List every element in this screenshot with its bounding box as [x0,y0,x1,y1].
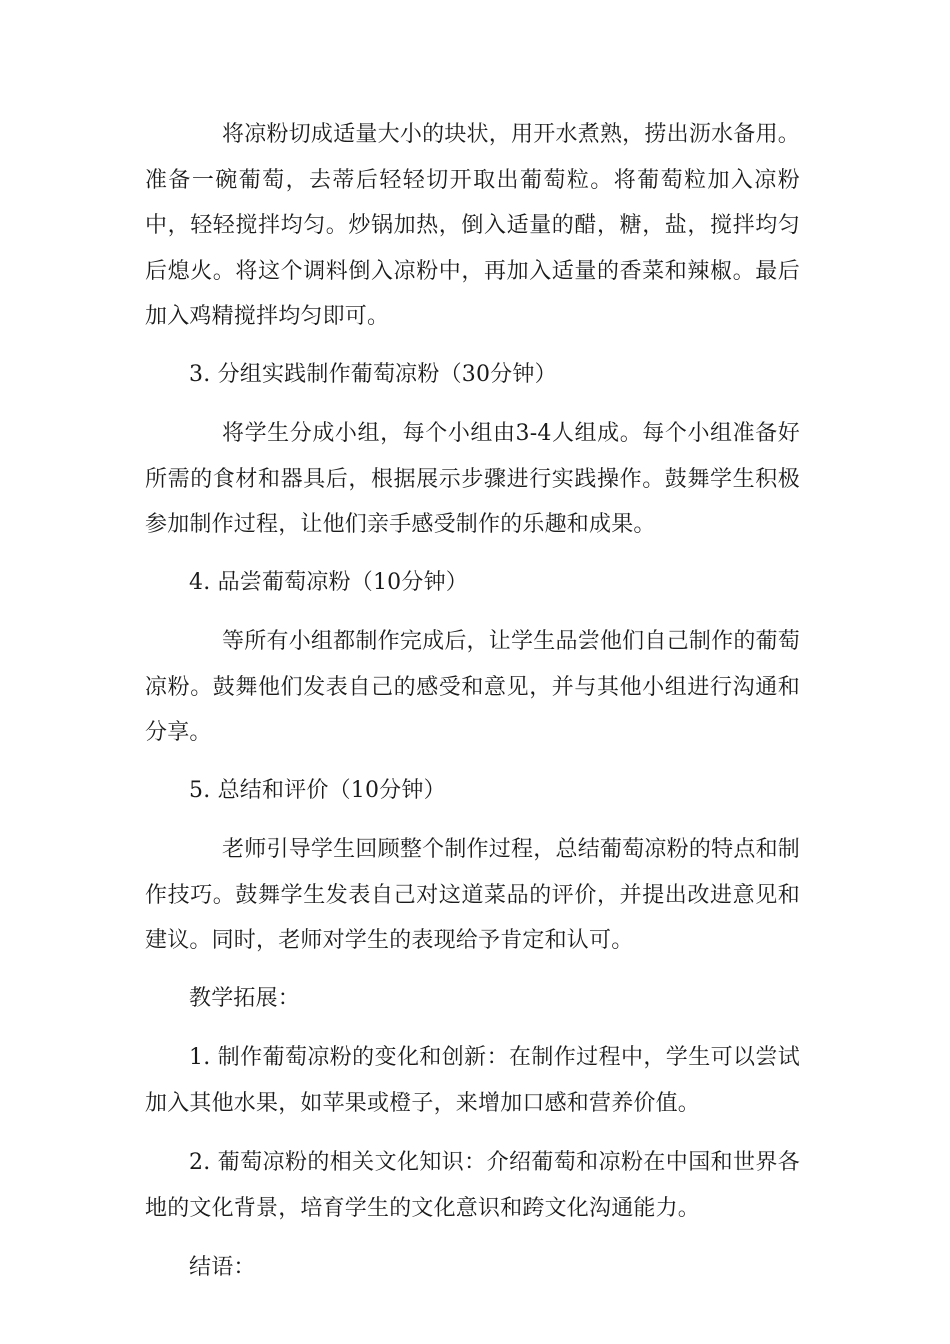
paragraph-tasting: 等所有小组都制作完成后，让学生品尝他们自己制作的葡萄凉粉。鼓舞他们发表自己的感受和意见，并与其他小组进行沟通和分享。 [145,629,800,745]
extension-item-1: 1. 制作葡萄凉粉的变化和创新：在制作过程中，学生可以尝试加入其他水果，如苹果或橙子，来增加口感和营养价值。 [145,1045,800,1116]
section-heading-5: 5. 总结和评价（10分钟） [189,777,446,803]
paragraph-group-practice: 将学生分成小组，每个小组由3-4人组成。每个小组准备好所需的食材和器具后，根据展示步骤进行实践操作。鼓舞学生积极参加制作过程，让他们亲手感受制作的乐趣和成果。 [145,421,800,537]
section-heading-3: 3. 分组实践制作葡萄凉粉（30分钟） [189,361,557,387]
paragraph-summary: 老师引导学生回顾整个制作过程，总结葡萄凉粉的特点和制作技巧。鼓舞学生发表自己对这道菜品的评价，并提出改进意见和建议。同时，老师对学生的表现给予肯定和认可。 [145,837,800,953]
extension-item-2: 2. 葡萄凉粉的相关文化知识：介绍葡萄和凉粉在中国和世界各地的文化背景，培育学生的文化意识和跨文化沟通能力。 [145,1150,800,1221]
extension-title: 教学拓展： [189,985,301,1011]
conclusion-title: 结语： [189,1255,256,1280]
paragraph-steps: 将凉粉切成适量大小的块状，用开水煮熟，捞出沥水备用。准备一碗葡萄，去蒂后轻轻切开取出葡萄粒。将葡萄粒加入凉粉中，轻轻搅拌均匀。炒锅加热，倒入适量的醋，糖，盐，搅拌均匀后熄火。将这个调料倒入凉粉中，再加入适量的香菜和辣椒。最后加入鸡精搅拌均匀即可。 [145,122,800,329]
section-heading-4: 4. 品尝葡萄凉粉（10分钟） [189,569,468,595]
